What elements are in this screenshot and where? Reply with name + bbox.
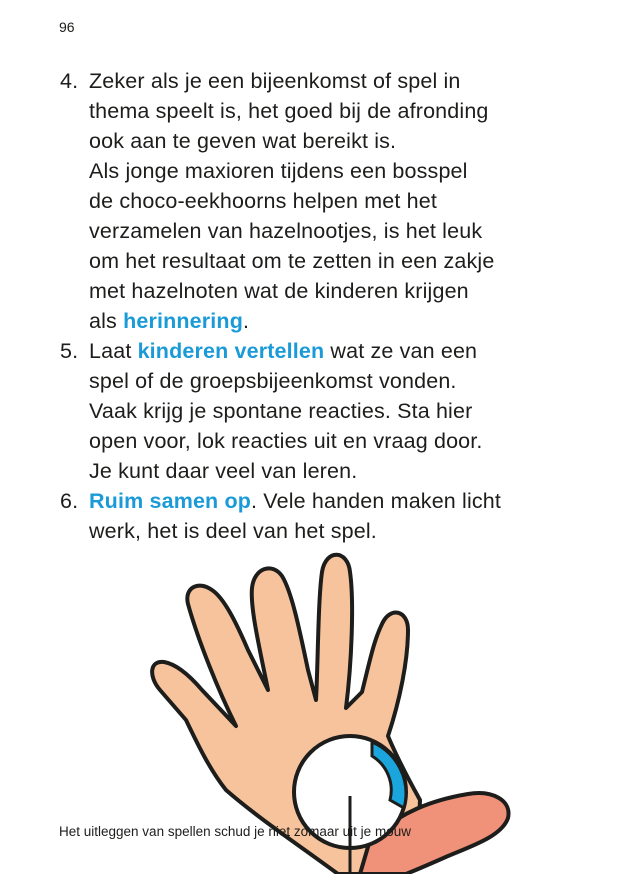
text-line: spel of de groepsbijeenkomst vonden. xyxy=(89,369,457,393)
tips-list xyxy=(60,66,580,546)
text-line: Vaak krijg je spontane reacties. Sta hier xyxy=(89,399,473,423)
text-line: Als jonge maxioren tijdens een bosspel xyxy=(89,159,468,183)
text-fragment: wat ze van een xyxy=(324,339,478,363)
list-item-6 xyxy=(60,486,580,546)
list-number: 5. xyxy=(60,339,79,363)
list-number: 4. xyxy=(60,69,79,93)
text-fragment: . xyxy=(242,309,250,333)
list-number: 6. xyxy=(60,489,79,513)
text-fragment: Laat xyxy=(89,339,138,363)
page-footer: Het uitleggen van spellen schud je niet zomaar uit je mouw xyxy=(59,824,411,839)
page-number: 96 xyxy=(59,19,75,35)
text-fragment: als xyxy=(89,309,124,333)
list-item-5 xyxy=(60,336,580,486)
text-line: verzamelen van hazelnootjes, is het leuk xyxy=(89,219,483,243)
text-line: open voor, lok reacties uit en vraag door. xyxy=(89,429,483,453)
highlight-herinnering: herinnering xyxy=(123,309,243,333)
text-line: Zeker als je een bijeenkomst of spel in xyxy=(89,69,461,93)
text-line: om het resultaat om te zetten in een zakje xyxy=(89,249,495,273)
text-line: met hazelnoten wat de kinderen krijgen xyxy=(89,279,469,303)
list-item-4 xyxy=(60,66,580,336)
highlight-kinderen-vertellen: kinderen vertellen xyxy=(137,339,325,363)
text-line: ook aan te geven wat bereikt is. xyxy=(89,129,397,153)
highlight-ruim-samen-op: Ruim samen op xyxy=(89,489,252,513)
text-line: de choco-eekhoorns helpen met het xyxy=(89,189,437,213)
text-line xyxy=(89,486,580,516)
text-line xyxy=(89,306,580,336)
text-line: thema speelt is, het goed bij de afronding xyxy=(89,99,489,123)
text-line: Je kunt daar veel van leren. xyxy=(89,459,358,483)
text-line xyxy=(89,336,580,366)
text-fragment: . Vele handen maken licht xyxy=(251,489,502,513)
text-line: werk, het is deel van het spel. xyxy=(89,519,377,543)
